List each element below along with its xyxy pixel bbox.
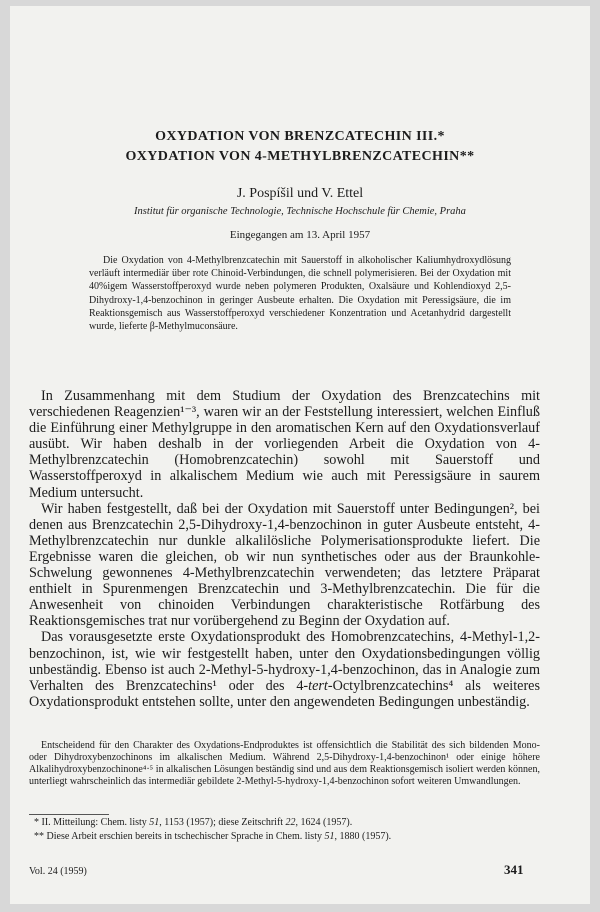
footnote-1 <box>34 817 540 829</box>
title-line-2: OXYDATION VON 4-METHYLBRENZCATECHIN** <box>125 149 475 164</box>
page <box>10 6 590 904</box>
footnote-divider <box>29 814 109 815</box>
body-paragraph-3-a: Das vorausgesetzte erste Oxydationsprodukt des Homobrenzcatechins, 4-Methyl-1,2-benzochinon, ist, wie wir festgestellt haben, unter den Oxydationsbedingungen völlig unbeständig. Ebenso ist auch 2-Methyl-5-hydroxy-1,4-benzochinon, das in Analogie zum Verhalten des Brenzcatechins¹ oder des 4- <box>29 629 540 694</box>
footnote-1-mid: , 1153 (1957); diese Zeitschrift <box>159 817 286 828</box>
affiliation: Institut für organische Technologie, Technische Hochschule für Chemie, Praha <box>134 206 466 217</box>
footnote-2-text: ** Diese Arbeit erschien bereits in tschechischer Sprache in Chem. listy <box>34 831 325 842</box>
journal-volume: Vol. 24 (1959) <box>29 866 87 877</box>
body-paragraph-2: Wir haben festgestellt, daß bei der Oxydation mit Sauerstoff unter Bedingungen², bei denen aus Brenzcatechin 2,5-Dihydroxy-1,4-benzochinon in guter Ausbeute entsteht, 4-Methylbrenzcatechin nur dunkle alkalilösliche Polymerisationsprodukte liefert. Die Ergebnisse waren die gleichen, ob wir nun synthetisches oder aus der Braunkohle-Schwelung gewonnenes 4-Methylbrenzcatechin verwendeten; das letztere Präparat enthielt in Spurenmengen Brenzcatechin und 3-Methylbrenzcatechin. Die für die Anwesenheit von chinoiden Verbindungen charakteristische Rotfärbung des Reaktionsgemisches trat nur vorübergehend zu Beginn der Oxydation auf. <box>29 500 540 630</box>
body-paragraph-3-italic: tert <box>308 677 328 694</box>
body-text <box>29 388 540 710</box>
footnote-2-volume: 51 <box>324 831 335 842</box>
footnote-1-text: * II. Mitteilung: Chem. listy <box>34 817 150 828</box>
footnote-2-end: , 1880 (1957). <box>334 831 392 842</box>
body-paragraph-1: In Zusammenhang mit dem Studium der Oxydation des Brenzcatechins mit verschiedenen Reagenzien¹⁻³, waren wir an der Feststellung interessiert, welchen Einfluß die Einführung einer Methylgruppe in den aromatischen Kern auf den Oxydationsverlauf ausübt. Wir haben deshalb in der vorliegenden Arbeit die Oxydation von 4-Methylbrenzcatechin (Homobrenzcatechin) sowohl mit Sauerstoff und Wasserstoffperoxyd in alkalischem Medium wie auch mit Peressigsäure in saurem Medium untersucht. <box>29 388 540 501</box>
abstract: Die Oxydation von 4-Methylbrenzcatechin mit Sauerstoff in alkoholischer Kaliumhydroxydlösung verläuft intermediär über rote Chinoid-Verbindungen, die schnell polymerisieren. Bei der Oxydation mit 40%igem Wasserstoffperoxyd wurde neben polymeren Produkten, Oxalsäure und Kohlendioxyd 2,5-Dihydroxy-1,4-benzochinon in geringer Ausbeute erhalten. Die Oxydation mit Peressigsäure, die im Reaktionsgemisch aus Wasserstoffperoxyd verschiedener Konzentration und Acetanhydrid dargestellt wurde, lieferte β-Methylmuconsäure. <box>89 255 511 333</box>
footnote-1-volume-2: 22 <box>285 817 296 828</box>
footnote-1-volume: 51 <box>149 817 160 828</box>
body-paragraph-3-b: -Octylbrenzcatechins⁴ als weiteres Oxydationsprodukt entstehen sollte, unter den angewendeten Bedingungen unbeständig. <box>29 677 540 710</box>
body-paragraph-3 <box>29 629 540 709</box>
authors: J. Pospíšil und V. Ettel <box>236 186 364 201</box>
title-line-1: OXYDATION VON BRENZCATECHIN III.* <box>155 129 445 144</box>
received-date: Eingegangen am 13. April 1957 <box>229 229 371 241</box>
footnote-2 <box>34 831 540 843</box>
page-number: 341 <box>504 862 524 877</box>
footnote-1-end: , 1624 (1957). <box>295 817 353 828</box>
small-paragraph: Entscheidend für den Charakter des Oxydations-Endproduktes ist offensichtlich die Stabilität des sich bildenden Mono- oder Dihydroxybenzochinons im alkalischen Medium. Während 2,5-Dihydroxy-1,4-benzochinon¹ oder einige höhere Alkalihydroxybenzochinone⁴·⁵ in alkalischen Lösungen beständig sind und aus dem Reaktionsgemisch isoliert werden können, unterliegt wahrscheinlich das intermediär gebildete 2-Methyl-5-hydroxy-1,4-benzochinon sofort weiteren Umwandlungen. <box>29 740 540 788</box>
